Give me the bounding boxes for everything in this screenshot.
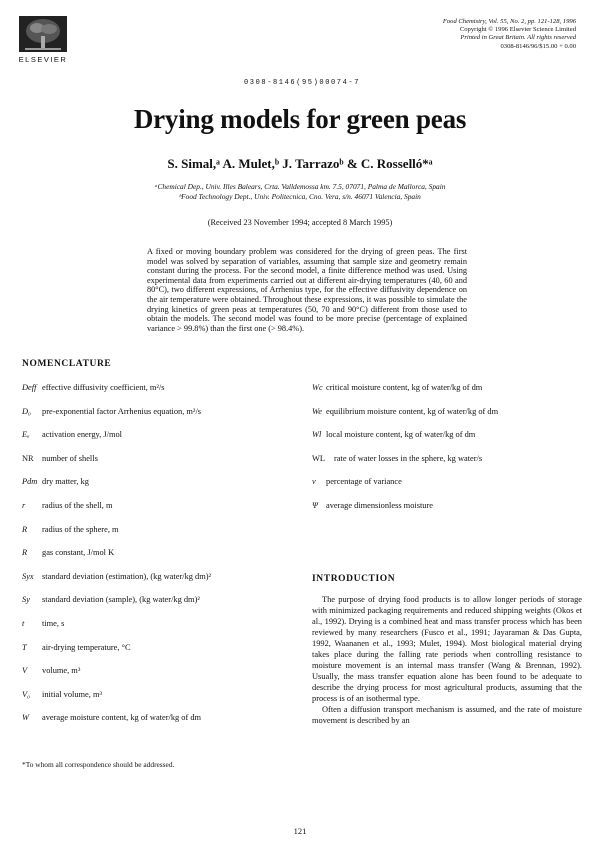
nomenclature-symbol: v xyxy=(312,477,316,487)
nomenclature-right xyxy=(312,383,580,525)
nomenclature-symbol: W xyxy=(22,713,29,723)
nomenclature-desc: effective diffusivity coefficient, m²/s xyxy=(42,383,165,392)
nomenclature-item xyxy=(22,501,290,511)
affiliation-a: ᵃChemical Dep., Univ. Illes Balears, Crta. Valldemossa km. 7.5, 07071, Palma de Mallorca, Spain xyxy=(154,182,446,191)
nomenclature-item xyxy=(22,619,290,629)
nomenclature-symbol: Deff xyxy=(22,383,37,392)
nomenclature-item xyxy=(312,501,580,511)
nomenclature-desc: average dimensionless moisture xyxy=(326,500,433,510)
nomenclature-symbol: V xyxy=(22,666,28,676)
nomenclature-item xyxy=(22,407,290,417)
nomenclature-item xyxy=(312,383,580,393)
page-number: 121 xyxy=(293,826,307,836)
nomenclature-item xyxy=(22,383,290,393)
journal-printed: Printed in Great Britain. All rights reserved xyxy=(460,34,576,42)
nomenclature-item xyxy=(312,454,580,464)
nomenclature-item xyxy=(312,407,580,417)
abstract: A fixed or moving boundary problem was considered for the drying of green peas. The first model was solved by separation of variables, assuming that sample size and geometry remain constant during the process. For the second model, a finite difference method was used. Using experimental data from experiments carried out at different air-drying temperatures (40, 60 and 80°C), two different expressions, of Arrhenius type, for the effective diffusivity dependence on the air temperature were obtained. Throughout these expressions, it was possible to simulate the drying kinetics of green peas at temperatures (50, 70 and 90°C) different from those used to obtain the models. The second model was found to be more precise (percentage of explained variance > 99.8%) than the first one (> 98.4%). xyxy=(147,247,467,333)
nomenclature-symbol: R xyxy=(22,524,28,534)
nomenclature-item xyxy=(312,477,580,487)
nomenclature-symbol: D₀ xyxy=(22,406,31,416)
nomenclature-desc: activation energy, J/mol xyxy=(42,430,123,440)
nomenclature-desc: standard deviation (sample), (kg water/kg dm)² xyxy=(42,595,200,605)
received-dates: (Received 23 November 1994; accepted 8 March 1995) xyxy=(207,218,393,227)
nomenclature-symbol: Eₐ xyxy=(22,430,30,440)
nomenclature-symbol: Pdm xyxy=(22,477,38,487)
introduction-body xyxy=(312,594,582,726)
article-code: 0308-8146(95)00074-7 xyxy=(244,79,361,87)
nomenclature-item xyxy=(22,454,290,464)
nomenclature-symbol: Sy xyxy=(22,595,30,605)
nomenclature-desc: percentage of variance xyxy=(326,477,402,487)
nomenclature-symbol: R xyxy=(22,548,28,558)
nomenclature-desc: initial volume, m³ xyxy=(42,689,102,699)
nomenclature-heading: NOMENCLATURE xyxy=(22,359,112,369)
nomenclature-desc: volume, m³ xyxy=(42,666,81,676)
journal-citation: Food Chemistry, Vol. 55, No. 2, pp. 121-128, 1996 xyxy=(442,18,576,25)
nomenclature-left xyxy=(22,383,290,737)
nomenclature-item xyxy=(22,430,290,440)
nomenclature-desc: radius of the shell, m xyxy=(42,500,113,510)
nomenclature-desc: time, s xyxy=(42,618,65,628)
nomenclature-item xyxy=(22,713,290,723)
nomenclature-item xyxy=(22,525,290,535)
nomenclature-desc: average moisture content, kg of water/kg of dm xyxy=(42,713,202,723)
nomenclature-item xyxy=(22,595,290,605)
nomenclature-desc: standard deviation (estimation), (kg water/kg dm)² xyxy=(42,571,212,581)
nomenclature-symbol: V₀ xyxy=(22,689,31,699)
introduction-paragraph: The purpose of drying food products is to allow longer periods of storage with minimized packaging requirements and reduced shipping weights (Okos et al., 1992). Drying is a combined heat and mass transfer process which has been reviewed by many researchers (Fusco et al., 1991; Jayaraman & Das Gupta, 1992, Waananen et al., 1993; Mulet, 1994). Most biological material drying takes place during the falling rate periods when controlling resistance to moisture movement is an internal mass transfer (Wang & Brennan, 1992). Usually, the mass transfer equation alone has been found to be adequate to describe the drying process for most agricultural products, assuming that the process is of an isothermal type. xyxy=(312,595,582,703)
authors: S. Simal,ᵃ A. Mulet,ᵇ J. Tarrazoᵇ & C. Rosselló*ᵃ xyxy=(167,156,433,171)
nomenclature-symbol: r xyxy=(22,500,26,510)
nomenclature-symbol: Ψ xyxy=(312,500,318,510)
nomenclature-symbol: Wl xyxy=(312,430,322,440)
nomenclature-item xyxy=(22,643,290,653)
nomenclature-desc: air-drying temperature, °C xyxy=(42,642,131,652)
nomenclature-symbol: Wc xyxy=(312,383,323,392)
journal-issn: 0308-8146/96/$15.00 + 0.00 xyxy=(500,42,576,50)
nomenclature-desc: equilibrium moisture content, kg of water/kg of dm xyxy=(326,406,499,416)
nomenclature-symbol: Syx xyxy=(22,571,34,581)
introduction-heading: INTRODUCTION xyxy=(312,574,396,584)
publisher-logo xyxy=(17,14,69,64)
nomenclature-symbol: WL xyxy=(312,453,326,463)
nomenclature-symbol: T xyxy=(22,642,27,652)
footnote: *To whom all correspondence should be addressed. xyxy=(22,760,175,769)
nomenclature-desc: critical moisture content, kg of water/kg of dm xyxy=(326,383,483,392)
nomenclature-symbol: NR xyxy=(22,453,34,463)
affiliation-b: ᵇFood Technology Dept., Univ. Politecnica, Cno. Vera, s/n. 46071 Valencia, Spain xyxy=(179,191,421,201)
nomenclature-desc: local moisture content, kg of water/kg of dm xyxy=(326,430,476,440)
introduction-paragraph: Often a diffusion transport mechanism is assumed, and the rate of moisture movement is described by an xyxy=(312,705,582,725)
elsevier-tree-icon xyxy=(17,14,69,54)
nomenclature-desc: pre-exponential factor Arrhenius equation, m²/s xyxy=(42,406,202,416)
nomenclature-item xyxy=(22,572,290,582)
affiliations xyxy=(0,182,600,201)
nomenclature-item xyxy=(22,477,290,487)
publisher-name: ELSEVIER xyxy=(18,55,68,64)
journal-info xyxy=(443,18,576,51)
nomenclature-symbol: We xyxy=(312,406,322,416)
nomenclature-desc: gas constant, J/mol K xyxy=(42,548,115,558)
nomenclature-desc: radius of the sphere, m xyxy=(42,524,119,534)
nomenclature-item xyxy=(22,690,290,700)
paper-title: Drying models for green peas xyxy=(133,104,467,134)
journal-copyright: Copyright © 1996 Elsevier Science Limited xyxy=(459,26,576,34)
nomenclature-item xyxy=(22,548,290,558)
nomenclature-item xyxy=(22,666,290,676)
nomenclature-symbol: t xyxy=(22,618,25,628)
nomenclature-desc: dry matter, kg xyxy=(42,477,89,487)
nomenclature-item xyxy=(312,430,580,440)
nomenclature-desc: rate of water losses in the sphere, kg water/s xyxy=(334,453,483,463)
nomenclature-desc: number of shells xyxy=(42,453,98,463)
